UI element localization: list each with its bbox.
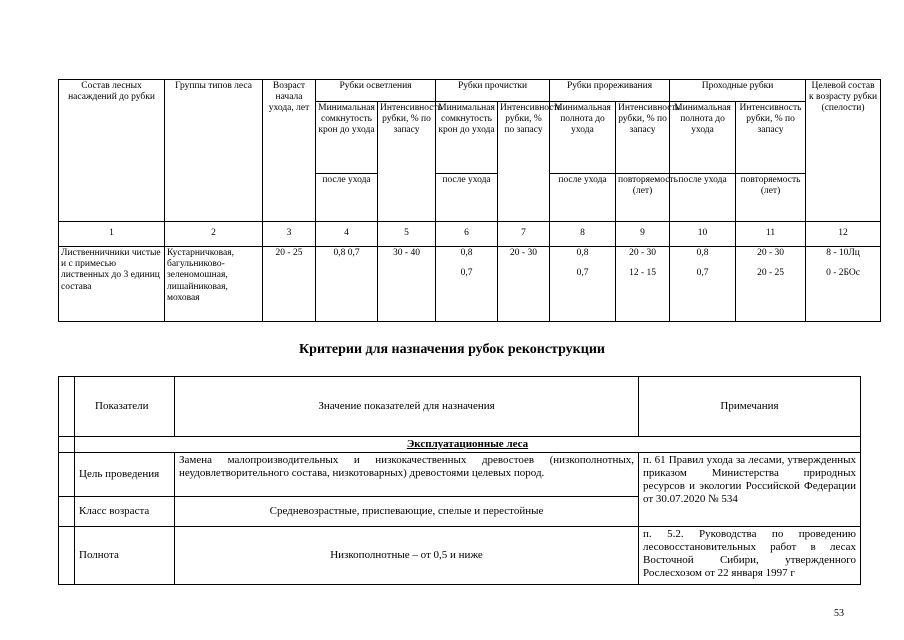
cell-lighting-intensity: 30 - 40 — [378, 247, 436, 322]
index-cell — [59, 497, 75, 527]
col-num: 9 — [616, 222, 670, 247]
sub-min-closure: Минимальная сомкнутость крон до ухода — [436, 102, 498, 174]
cell-thinning-intensity: 20 - 30 12 - 15 — [616, 247, 670, 322]
header-lighting: Рубки осветления — [316, 80, 436, 102]
value-cell: Средневозрастные, приспевающие, спелые и перестойные — [175, 497, 639, 527]
cell-passing-intensity: 20 - 30 20 - 25 — [736, 247, 806, 322]
header-forest-type-groups: Группы типов леса — [165, 80, 263, 222]
col-num: 12 — [806, 222, 881, 247]
col-num: 10 — [670, 222, 736, 247]
header-start-age: Возраст начала ухода, лет — [263, 80, 316, 222]
header-composition: Состав лесных насаждений до рубки — [59, 80, 165, 222]
cell-target: 8 - 10Лц 0 - 2БОс — [806, 247, 881, 322]
header-indicators: Показатели — [75, 377, 175, 437]
value-cell: Низкополнотные – от 0,5 и ниже — [175, 527, 639, 585]
page-number: 53 — [834, 608, 844, 619]
cell-lighting-closure: 0,8 0,7 — [316, 247, 378, 322]
sub-intensity: Интенсивность рубки, % по запасу — [736, 102, 806, 174]
indicator-cell: Цель проведения — [75, 453, 175, 497]
index-cell — [59, 453, 75, 497]
note-cell: п. 61 Правил ухода за лесами, утвержденных приказом Министерства природных ресурсов и экологии Российской Федерации от 30.07.2020 № 534 — [639, 453, 861, 527]
header-thinning: Рубки прореживания — [550, 80, 670, 102]
table-row — [59, 527, 861, 585]
col-num: 8 — [550, 222, 616, 247]
col-num: 11 — [736, 222, 806, 247]
table-row — [59, 453, 861, 497]
col-num: 1 — [59, 222, 165, 247]
header-target: Целевой состав к возрасту рубки (спелости) — [806, 80, 881, 222]
cell-cleaning-closure: 0,8 0,7 — [436, 247, 498, 322]
care-felling-table — [58, 79, 881, 322]
value-cell: Замена малопроизводительных и низкокачественных древостоев (низкополнотных, неудовлетворительного состава, низкотоварных) древостоями целевых пород. — [175, 453, 639, 497]
header-values: Значение показателей для назначения — [175, 377, 639, 437]
sub-after: после ухода — [550, 174, 616, 222]
index-cell — [59, 527, 75, 585]
section-title: Критерии для назначения рубок реконструкции — [299, 342, 605, 357]
cell-start-age: 20 - 25 — [263, 247, 316, 322]
cell-forest-types: Кустарничковая, багульниково-зеленомошная, лишайниковая, моховая — [165, 247, 263, 322]
section-label: Эксплуатационные леса — [75, 437, 861, 453]
header-row — [59, 377, 861, 437]
col-num: 6 — [436, 222, 498, 247]
col-num: 5 — [378, 222, 436, 247]
column-number-row — [59, 222, 881, 247]
cell-thinning-density: 0,8 0,7 — [550, 247, 616, 322]
cell-composition: Лиственничники чистые и с примесью лиственных до 3 единиц состава — [59, 247, 165, 322]
cell-passing-density: 0,8 0,7 — [670, 247, 736, 322]
note-cell: п. 5.2. Руководства по проведению лесовосстановительных работ в лесах Восточной Сибири, утвержденного Рослесхозом от 22 января 1997 г — [639, 527, 861, 585]
col-num: 3 — [263, 222, 316, 247]
header-notes: Примечания — [639, 377, 861, 437]
indicator-cell: Класс возраста — [75, 497, 175, 527]
cell-cleaning-intensity: 20 - 30 — [498, 247, 550, 322]
header-cleaning: Рубки прочистки — [436, 80, 550, 102]
col-num: 2 — [165, 222, 263, 247]
sub-min-density: Минимальная полнота до ухода — [670, 102, 736, 174]
sub-after: после ухода — [316, 174, 378, 222]
sub-after: после ухода — [670, 174, 736, 222]
sub-intensity: Интенсивность рубки, % по запасу — [616, 102, 670, 174]
sub-intensity: Интенсивность рубки, % по запасу — [378, 102, 436, 222]
sub-after: после ухода — [436, 174, 498, 222]
header-passing: Проходные рубки — [670, 80, 806, 102]
sub-min-closure: Минимальная сомкнутость крон до ухода — [316, 102, 378, 174]
section-row — [59, 437, 861, 453]
col-num: 4 — [316, 222, 378, 247]
reconstruction-criteria-table — [58, 376, 861, 585]
sub-intensity: Интенсивность рубки, % по запасу — [498, 102, 550, 222]
indicator-cell: Полнота — [75, 527, 175, 585]
sub-repeat: повторяемость (лет) — [616, 174, 670, 222]
index-cell — [59, 437, 75, 453]
index-cell — [59, 377, 75, 437]
data-row — [59, 247, 881, 322]
col-num: 7 — [498, 222, 550, 247]
sub-min-density: Минимальная полнота до ухода — [550, 102, 616, 174]
sub-repeat: повторяемость (лет) — [736, 174, 806, 222]
